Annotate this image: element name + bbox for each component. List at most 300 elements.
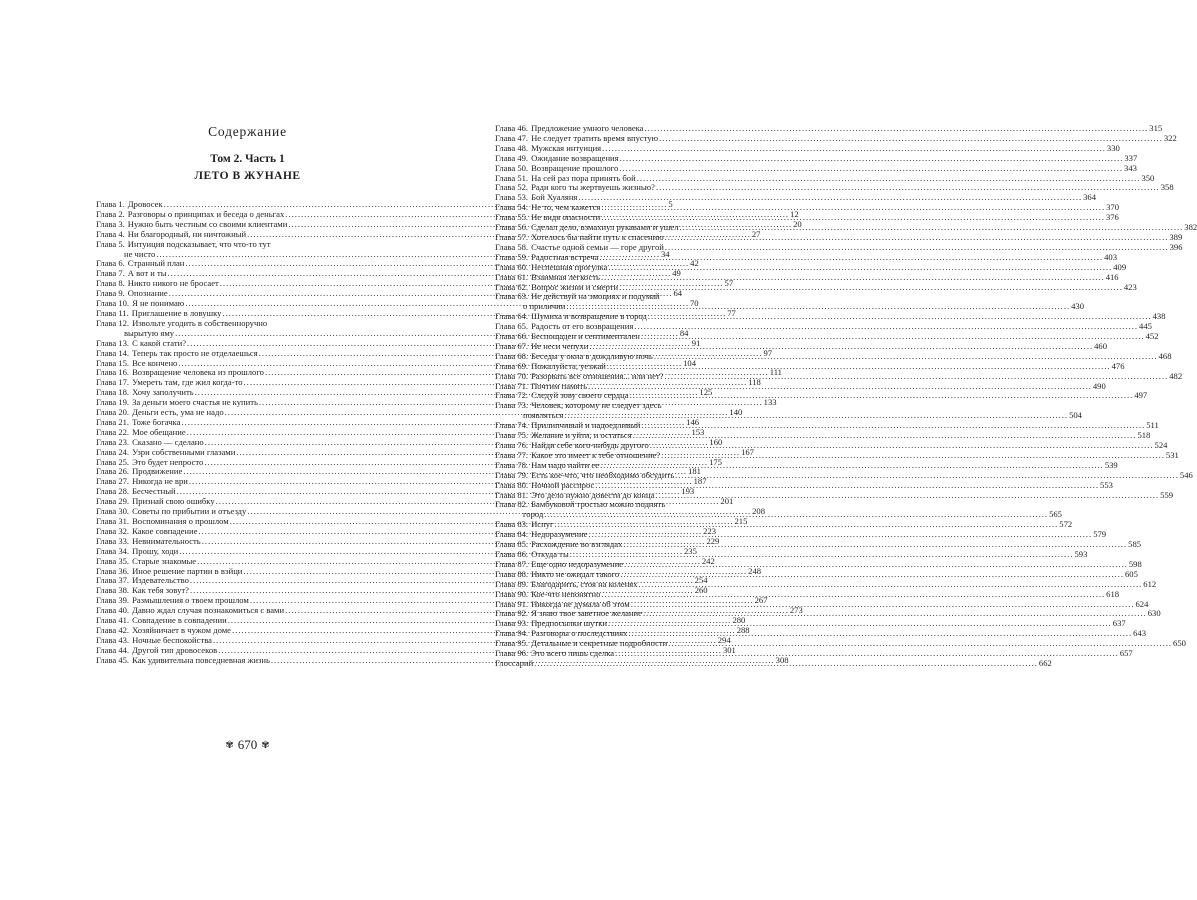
page-ref: 97 xyxy=(763,347,773,358)
chapter-title: Странный план xyxy=(127,258,185,269)
page-ref: 193 xyxy=(681,486,695,497)
page-ref: 630 xyxy=(1147,608,1161,619)
chapter-number: Глава 27. xyxy=(96,476,130,487)
chapter-number: Глава 18. xyxy=(96,387,130,398)
chapter-title: Это будет непросто xyxy=(132,456,204,467)
page-ref: 553 xyxy=(1100,479,1113,490)
page-ref: 201 xyxy=(720,496,734,507)
chapter-title: Человек, которому не следует здесь xyxy=(531,400,662,411)
ornament-right-icon: ✾ xyxy=(261,739,270,751)
chapter-title: Испуг xyxy=(531,519,554,530)
chapter-title: Никогда не думала об этом xyxy=(531,598,630,609)
chapter-title: Это всего лишь сделка xyxy=(531,648,615,659)
chapter-title: Я не понимаю xyxy=(132,298,185,309)
chapter-title: Прошу, ходи xyxy=(132,545,179,556)
page-ref: 389 xyxy=(1169,231,1183,242)
page-ref: 42 xyxy=(690,258,699,269)
page-ref: 235 xyxy=(683,545,697,556)
page-ref: 382 xyxy=(1184,222,1197,233)
page-ref: 416 xyxy=(1105,271,1119,282)
chapter-title: Хотелось бы найти путь к спасению xyxy=(531,231,664,242)
chapter-title: За деньги моего счастья не купить xyxy=(132,397,258,408)
chapter-number: Глава 48. xyxy=(495,142,529,153)
chapter-title: Ожидание возвращения xyxy=(531,152,619,163)
page-ref: 518 xyxy=(1137,430,1151,441)
page-ref: 376 xyxy=(1105,212,1119,223)
chapter-title-cont: появляться xyxy=(523,410,564,421)
page-ref: 579 xyxy=(1093,529,1107,540)
page-ref: 70 xyxy=(689,298,699,309)
chapter-title: Интуиция подсказывает, что что-то тут xyxy=(127,238,271,249)
page-ref: 482 xyxy=(1169,370,1183,381)
chapter-number: Глава 92. xyxy=(495,608,529,619)
chapter-number: Глава 89. xyxy=(495,578,529,589)
chapter-title: А вот и ты xyxy=(127,268,167,279)
page-ref: 572 xyxy=(1059,519,1073,530)
chapter-title: Радость от его возвращения xyxy=(531,321,634,332)
chapter-title: Никогда не ври xyxy=(132,476,188,487)
chapter-number: Глава 76. xyxy=(495,440,529,450)
chapter-title-cont: город xyxy=(523,509,544,520)
chapter-title: Разговоры о принципах и беседа о деньгах xyxy=(127,208,285,219)
chapter-title: Неспешная прогулка xyxy=(531,261,608,272)
toc-heading: Содержание xyxy=(208,124,287,139)
page-ref: 337 xyxy=(1124,152,1138,163)
chapter-title: Бесчестный xyxy=(132,486,176,497)
chapter-number: Глава 49. xyxy=(495,152,529,163)
page-ref: 657 xyxy=(1119,648,1133,659)
chapter-title: Признай свою ошибку xyxy=(132,496,215,507)
chapter-title: Вопрос жизни и смерти xyxy=(531,281,619,292)
chapter-title: Хозяйничает в чужом доме xyxy=(132,624,231,635)
chapter-number: Глава 75. xyxy=(495,430,529,441)
chapter-title: Предложение умного человека xyxy=(531,123,644,133)
chapter-number: Глава 95. xyxy=(495,638,529,649)
chapter-number: Глава 57. xyxy=(495,231,529,242)
page-ref: 358 xyxy=(1160,182,1174,193)
page-ref: 565 xyxy=(1049,509,1062,520)
page-ref: 288 xyxy=(736,624,750,635)
chapter-number: Глава 12. xyxy=(96,317,130,328)
chapter-title: Не следует тратить время впустую xyxy=(531,132,659,143)
page-ref: 280 xyxy=(732,615,746,626)
chapter-number: Глава 84. xyxy=(495,529,529,540)
chapter-number: Глава 9. xyxy=(96,288,125,299)
chapter-title: Продвижение xyxy=(132,466,183,477)
chapter-number: Глава 73. xyxy=(495,400,529,411)
chapter-number: Глава 52. xyxy=(495,182,529,193)
page-ref: 267 xyxy=(754,595,768,606)
page-ref: 364 xyxy=(1083,192,1097,203)
page-ref: 84 xyxy=(679,327,689,338)
chapter-number: Глава 8. xyxy=(96,278,125,289)
chapter-number: Глава 46. xyxy=(495,123,529,133)
chapter-number: Глава 4. xyxy=(96,228,125,239)
chapter-number: Глава 83. xyxy=(495,519,529,530)
chapter-title: Радостная встреча xyxy=(531,251,599,262)
chapter-number: Глава 34. xyxy=(96,545,130,556)
page-ref: 20 xyxy=(793,218,802,229)
page-ref: 445 xyxy=(1139,321,1152,332)
chapter-title: Глоссарий xyxy=(495,657,534,668)
page-ref: 605 xyxy=(1124,568,1138,579)
chapter-title: Теперь так просто не отделаешься xyxy=(132,347,258,358)
chapter-title: Другой тип дровосеков xyxy=(132,644,218,655)
chapter-title: Узри собственными глазами xyxy=(132,446,236,457)
page-ref: 423 xyxy=(1123,281,1137,292)
chapter-title: Как тебя зовут? xyxy=(132,585,189,596)
chapter-number: Глава 2. xyxy=(96,208,125,219)
page-ref: 167 xyxy=(741,446,754,457)
page-ref: 118 xyxy=(748,377,761,388)
leader-dots xyxy=(601,273,1105,283)
toc-right-column xyxy=(495,123,1197,669)
chapter-number: Глава 59. xyxy=(495,251,529,262)
chapter-title: Кое-что непонятно xyxy=(531,588,601,599)
page-ref: 468 xyxy=(1158,350,1172,361)
chapter-number: Глава 74. xyxy=(495,420,529,431)
page-ref: 452 xyxy=(1145,331,1159,342)
chapter-title: Опознание xyxy=(127,288,168,299)
chapter-number: Глава 43. xyxy=(96,634,130,645)
chapter-number: Глава 1. xyxy=(96,199,125,209)
chapter-number: Глава 5. xyxy=(96,238,125,249)
chapter-number: Глава 88. xyxy=(495,568,529,579)
page-ref: 330 xyxy=(1106,142,1120,153)
page-ref: 27 xyxy=(751,228,761,239)
chapter-number: Глава 90. xyxy=(495,588,529,599)
page-ref: 153 xyxy=(691,426,705,437)
page-ref: 91 xyxy=(691,337,701,348)
page-ref: 160 xyxy=(709,436,723,447)
page-ref: 301 xyxy=(722,644,736,655)
chapter-number: Глава 53. xyxy=(495,192,529,203)
page-ref: 618 xyxy=(1106,588,1120,599)
page-ref: 242 xyxy=(701,555,715,566)
chapter-number: Глава 23. xyxy=(96,436,130,447)
chapter-number: Глава 63. xyxy=(495,291,529,302)
page-ref: 370 xyxy=(1106,202,1119,213)
chapter-title: Нужно быть честным со своими клиентами xyxy=(127,218,288,229)
page-number: 670 xyxy=(237,737,258,752)
toc-entry xyxy=(495,499,1062,520)
page-ref: 208 xyxy=(752,506,765,517)
chapter-number: Глава 66. xyxy=(495,331,529,342)
page-ref: 511 xyxy=(1146,420,1159,431)
page-ref: 476 xyxy=(1111,360,1125,371)
chapter-title: Разговоры о последствиях xyxy=(531,628,628,639)
page-ref: 104 xyxy=(683,357,696,368)
chapter-title: Еще одно недоразумение xyxy=(531,558,624,569)
page-ref: 490 xyxy=(1092,380,1106,391)
chapter-number: Глава 14. xyxy=(96,347,130,358)
chapter-number: Глава 13. xyxy=(96,337,130,348)
chapter-number: Глава 21. xyxy=(96,416,130,427)
chapter-title: Благодарить, стоя на коленях xyxy=(531,578,638,589)
page-ref: 12 xyxy=(790,208,799,219)
chapter-title: Извольте угодить в собственноручно xyxy=(132,317,268,328)
page-ref: 624 xyxy=(1135,598,1149,609)
page-ref: 77 xyxy=(727,307,736,318)
page-ref: 111 xyxy=(769,367,782,378)
chapter-number: Глава 93. xyxy=(495,618,529,629)
chapter-number: Глава 47. xyxy=(495,132,529,143)
page-ref: 497 xyxy=(1134,390,1148,401)
chapter-title: Не то, чем кажется xyxy=(531,202,601,213)
chapter-number: Глава 36. xyxy=(96,565,130,576)
chapter-number: Глава 71. xyxy=(495,380,529,391)
page-ref: 187 xyxy=(693,476,707,487)
chapter-title: Недоразумение xyxy=(531,529,588,540)
leader-dots xyxy=(655,491,1159,501)
chapter-title: Беспощаден и сентиментален xyxy=(531,331,640,342)
chapter-number: Глава 87. xyxy=(495,558,529,569)
chapter-title: Все кончено xyxy=(132,357,178,368)
page-ref: 585 xyxy=(1128,539,1142,550)
page-ref: 612 xyxy=(1143,578,1157,589)
chapter-number: Глава 26. xyxy=(96,466,130,477)
chapter-number: Глава 51. xyxy=(495,172,529,183)
chapter-number: Глава 91. xyxy=(495,598,529,609)
chapter-title: Сделал дело, взмахнул рукавами и ушел xyxy=(531,222,679,233)
chapter-number: Глава 60. xyxy=(495,261,529,272)
page-ref: 57 xyxy=(724,278,734,289)
page-ref: 260 xyxy=(694,585,708,596)
chapter-title: Нам надо найти ее xyxy=(531,459,600,470)
page-ref: 322 xyxy=(1163,132,1177,143)
chapter-number: Глава 31. xyxy=(96,516,130,526)
chapter-number: Глава 38. xyxy=(96,585,130,596)
chapter-number: Глава 37. xyxy=(96,575,130,586)
chapter-title: Бамбуковой тростью можно поднять xyxy=(531,499,666,510)
chapter-title: Приглашение в ловушку xyxy=(131,307,222,318)
toc-entry xyxy=(495,657,1052,669)
chapter-title: Не видя опасности xyxy=(531,212,601,223)
chapter-number: Глава 3. xyxy=(96,218,125,229)
leader-dots xyxy=(619,283,1123,293)
page-ref: 229 xyxy=(706,535,720,546)
chapter-title-cont: о приличии xyxy=(523,301,566,312)
page-ref: 637 xyxy=(1112,618,1126,629)
chapter-title: Советы по прибытии и отъезду xyxy=(132,506,247,517)
page-ref: 223 xyxy=(703,525,717,536)
toc-entry xyxy=(495,291,1084,312)
chapter-number: Глава 24. xyxy=(96,446,130,457)
chapter-number: Глава 33. xyxy=(96,535,130,546)
chapter-number: Глава 86. xyxy=(495,548,529,559)
chapter-number: Глава 96. xyxy=(495,648,529,659)
chapter-number: Глава 82. xyxy=(495,499,529,510)
chapter-number: Глава 80. xyxy=(495,479,529,490)
chapter-number: Глава 58. xyxy=(495,241,529,252)
page-ref: 34 xyxy=(661,248,670,259)
chapter-number: Глава 61. xyxy=(495,271,529,282)
chapter-title: Я знаю твое заветное желание xyxy=(531,608,642,619)
chapter-number: Глава 10. xyxy=(96,298,130,309)
chapter-number: Глава 56. xyxy=(495,222,529,233)
chapter-number: Глава 72. xyxy=(495,390,529,401)
chapter-number: Глава 65. xyxy=(495,321,529,332)
page-ref: 409 xyxy=(1113,261,1127,272)
chapter-number: Глава 25. xyxy=(96,456,130,467)
chapter-title: Какое совпадение xyxy=(132,525,198,536)
chapter-title: Хочу заполучить xyxy=(132,387,194,398)
chapter-title: Следуй зову своего сердца xyxy=(531,390,629,401)
chapter-number: Глава 85. xyxy=(495,539,529,550)
toc-entry xyxy=(495,588,1120,600)
page-ref: 662 xyxy=(1038,657,1052,668)
chapter-title: Деньги есть, ума не надо xyxy=(132,407,224,418)
chapter-number: Глава 22. xyxy=(96,426,130,437)
chapter-number: Глава 42. xyxy=(96,624,130,635)
page-ref: 593 xyxy=(1074,548,1088,559)
chapter-number: Глава 44. xyxy=(96,644,130,655)
chapter-number: Глава 7. xyxy=(96,268,125,279)
chapter-title-cont: не чисто xyxy=(124,248,156,259)
chapter-title: Иное решение партии в вэйци xyxy=(132,565,243,576)
chapter-title: Мое обещание xyxy=(132,426,186,437)
ornament-left-icon: ✾ xyxy=(225,739,234,751)
chapter-title: Откуда ты xyxy=(531,548,569,559)
chapter-title: Взаимная легкость xyxy=(531,271,600,282)
chapter-title: Ночные беспокойства xyxy=(132,634,212,645)
chapter-title: Как удивительна повседневная жизнь xyxy=(132,654,270,665)
leader-dots xyxy=(630,391,1134,401)
page-ref: 430 xyxy=(1071,301,1084,312)
page-ref: 248 xyxy=(748,565,762,576)
toc-entry xyxy=(495,400,1082,421)
page-ref: 175 xyxy=(709,456,722,467)
chapter-title: Совпадение в совпадении xyxy=(132,615,227,626)
page-ref: 215 xyxy=(734,516,748,526)
part-title: ЛЕТО В ЖУНАНЕ xyxy=(194,170,301,182)
chapter-title: Почтим память xyxy=(531,380,588,391)
toc-entry xyxy=(495,271,1119,283)
page-ref: 650 xyxy=(1173,638,1186,649)
page-ref: 125 xyxy=(699,387,713,398)
chapter-title: Ни благородный, ни ничтожный xyxy=(127,228,247,239)
chapter-title: Бой Хуаляня xyxy=(531,192,578,203)
chapter-title: Есть кое-что, что необходимо обсудить xyxy=(531,469,675,480)
page-ref: 643 xyxy=(1133,628,1147,639)
chapter-number: Глава 15. xyxy=(96,357,130,368)
chapter-title: Возвращение прошлого xyxy=(531,162,619,173)
chapter-number: Глава 94. xyxy=(495,628,529,639)
chapter-title: Размышления о твоем прошлом xyxy=(132,595,249,606)
page-ref: 315 xyxy=(1149,123,1163,133)
chapter-title: Детальные и секретные подробности xyxy=(531,638,668,649)
chapter-title: Ради кого ты жертвуешь жизнью? xyxy=(531,182,655,193)
chapter-number: Глава 45. xyxy=(96,654,130,665)
page-ref: 133 xyxy=(763,397,777,408)
page-ref: 524 xyxy=(1154,440,1168,450)
chapter-number: Глава 16. xyxy=(96,367,130,378)
chapter-number: Глава 62. xyxy=(495,281,529,292)
chapter-title: Умереть там, где жил когда-то xyxy=(132,377,243,388)
chapter-title-cont: вырытую яму xyxy=(124,327,175,338)
chapter-number: Глава 68. xyxy=(495,350,529,361)
chapter-title: Разорвать все отношения... или нет? xyxy=(531,370,664,381)
leader-dots xyxy=(601,590,1105,600)
page-ref: 559 xyxy=(1160,489,1174,500)
chapter-title: Какое это имеет к тебе отношение? xyxy=(531,449,661,460)
chapter-title: Пожалуйста, уезжай xyxy=(531,360,606,371)
page-ref: 273 xyxy=(789,605,803,616)
chapter-title: Возвращение человека из прошлого xyxy=(132,367,264,378)
page-ref: 438 xyxy=(1152,311,1166,322)
page-ref: 531 xyxy=(1165,449,1179,460)
chapter-title: Беседы у окна в дождливую ночь xyxy=(531,350,653,361)
chapter-title: На сей раз пора принять бой xyxy=(531,172,636,183)
chapter-number: Глава 32. xyxy=(96,525,130,536)
chapter-title: Сказано — сделано xyxy=(132,436,204,447)
chapter-number: Глава 81. xyxy=(495,489,529,500)
chapter-number: Глава 79. xyxy=(495,469,529,480)
chapter-title: Прилипчивый и надоедливый xyxy=(531,420,641,431)
chapter-number: Глава 67. xyxy=(495,340,529,351)
chapter-number: Глава 17. xyxy=(96,377,130,388)
page-ref: 350 xyxy=(1141,172,1155,183)
page-ref: 49 xyxy=(672,268,681,279)
chapter-number: Глава 54. xyxy=(495,202,529,213)
page-ref: 308 xyxy=(775,654,789,665)
chapter-number: Глава 64. xyxy=(495,311,529,322)
page-ref: 181 xyxy=(688,466,701,477)
chapter-title: Не неси чепухи xyxy=(531,340,589,351)
page-ref: 64 xyxy=(673,288,683,299)
chapter-title: Никто не ожидал такого xyxy=(531,568,620,579)
volume-label: Том 2. Часть 1 xyxy=(210,153,285,165)
leader-dots xyxy=(534,659,1038,669)
page-ref: 539 xyxy=(1104,459,1118,470)
page-ref: 504 xyxy=(1069,410,1082,421)
chapter-number: Глава 30. xyxy=(96,506,130,517)
chapter-number: Глава 78. xyxy=(495,459,529,470)
chapter-number: Глава 35. xyxy=(96,555,130,566)
page-ref: 5 xyxy=(668,199,673,209)
chapter-title: Невнимательность xyxy=(132,535,201,546)
chapter-title: Тоже богачка xyxy=(132,416,181,427)
chapter-title: Ночной расспрос xyxy=(531,479,595,490)
page-ref: 254 xyxy=(694,575,708,586)
chapter-number: Глава 55. xyxy=(495,212,529,223)
chapter-number: Глава 6. xyxy=(96,258,125,269)
chapter-title: Издевательство xyxy=(132,575,189,586)
page-ref: 403 xyxy=(1104,251,1117,262)
footer-page-number xyxy=(215,737,280,753)
chapter-number: Глава 41. xyxy=(96,615,130,626)
chapter-number: Глава 40. xyxy=(96,605,130,616)
chapter-title: Это дело нужно довести до конца xyxy=(531,489,655,500)
page-ref: 343 xyxy=(1124,162,1137,173)
chapter-title: Найди себе кого-нибудь другого xyxy=(531,440,649,450)
chapter-title: Старые знакомые xyxy=(132,555,197,566)
chapter-title: Счастье одной семьи — горе другой xyxy=(531,241,664,252)
chapter-title: Никто никого не бросает xyxy=(127,278,219,289)
chapter-title: Желание и уйти, и остаться xyxy=(531,430,632,441)
page-ref: 294 xyxy=(717,634,731,645)
chapter-title: Не действуй на эмоциях и подумай xyxy=(531,291,660,302)
page-ref: 396 xyxy=(1169,241,1183,252)
chapter-title: Расхождение во взглядах xyxy=(531,539,623,550)
chapter-title: Предпосылки шутки xyxy=(531,618,608,629)
page-ref: 146 xyxy=(686,416,700,427)
page-ref: 598 xyxy=(1128,558,1142,569)
chapter-number: Глава 19. xyxy=(96,397,130,408)
chapter-number: Глава 69. xyxy=(495,360,529,371)
chapter-title: Мужская интуиция xyxy=(531,142,602,153)
chapter-title: Дровосек xyxy=(127,199,163,209)
